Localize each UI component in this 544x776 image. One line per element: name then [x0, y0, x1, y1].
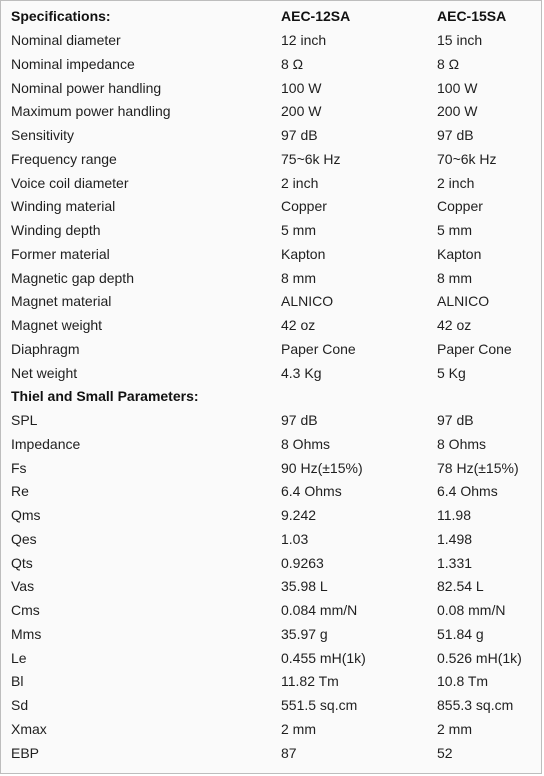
param-name: Former material — [11, 245, 110, 262]
value-aec-15sa: 0.08 mm/N — [437, 602, 506, 619]
table-row — [1, 551, 544, 575]
table-row — [1, 314, 544, 338]
value-aec-15sa: 51.84 g — [437, 625, 484, 642]
value-aec-12sa: 97 dB — [281, 412, 318, 429]
value-aec-15sa: 855.3 sq.cm — [437, 697, 514, 714]
table-row — [1, 266, 544, 290]
table-row — [1, 599, 544, 623]
param-name: Qms — [11, 507, 41, 524]
param-name: SPL — [11, 412, 38, 429]
value-aec-15sa: 8 Ohms — [437, 435, 487, 452]
table-row — [1, 623, 544, 647]
param-name: Diaphragm — [11, 340, 80, 357]
value-aec-15sa: ALNICO — [437, 293, 490, 310]
value-aec-15sa: 10.8 Tm — [437, 673, 489, 690]
table-row — [1, 433, 544, 457]
spec-header-title: Specifications: — [11, 8, 111, 25]
table-row — [1, 409, 544, 433]
param-name: Sd — [11, 697, 29, 714]
value-aec-12sa: 35.97 g — [281, 625, 328, 642]
table-row — [1, 456, 544, 480]
table-row — [1, 646, 544, 670]
value-aec-15sa: 200 W — [437, 103, 478, 120]
value-aec-12sa: 200 W — [281, 103, 322, 120]
value-aec-12sa: 1.03 — [281, 530, 309, 547]
table-row — [1, 338, 544, 362]
table-row — [1, 100, 544, 124]
value-aec-15sa: Kapton — [437, 245, 482, 262]
value-aec-15sa: 1.331 — [437, 554, 473, 571]
spec-header-row — [1, 5, 544, 29]
value-aec-15sa: 5 mm — [437, 222, 472, 239]
table-row — [1, 148, 544, 172]
table-row — [1, 480, 544, 504]
param-name: Mms — [11, 625, 42, 642]
param-name: Xmax — [11, 720, 47, 737]
param-name: Bl — [11, 673, 24, 690]
value-aec-15sa: 1.498 — [437, 530, 473, 547]
table-row — [1, 575, 544, 599]
section-title: Thiel and Small Parameters: — [11, 388, 199, 405]
spec-table — [1, 5, 544, 765]
value-aec-12sa: 35.98 L — [281, 578, 328, 595]
value-aec-15sa: 11.98 — [437, 507, 471, 524]
table-row — [1, 53, 544, 77]
value-aec-12sa: 0.084 mm/N — [281, 602, 358, 619]
param-name: Impedance — [11, 435, 81, 452]
model-header-aec-15sa: AEC-15SA — [437, 8, 507, 25]
value-aec-15sa: Paper Cone — [437, 340, 512, 357]
table-row — [1, 670, 544, 694]
value-aec-15sa: Copper — [437, 198, 483, 215]
value-aec-12sa: 75~6k Hz — [281, 150, 341, 167]
value-aec-12sa: 12 inch — [281, 32, 327, 49]
value-aec-12sa: 0.455 mH(1k) — [281, 649, 366, 666]
param-name: Cms — [11, 602, 40, 619]
value-aec-12sa: 2 inch — [281, 174, 319, 191]
param-name: Net weight — [11, 364, 78, 381]
value-aec-12sa: 9.242 — [281, 507, 317, 524]
param-name: EBP — [11, 744, 40, 761]
value-aec-15sa: 78 Hz(±15%) — [437, 459, 519, 476]
param-name: Re — [11, 483, 29, 500]
param-name: Le — [11, 649, 27, 666]
value-aec-12sa: Paper Cone — [281, 340, 356, 357]
value-aec-15sa: 82.54 L — [437, 578, 484, 595]
value-aec-12sa: Kapton — [281, 245, 326, 262]
value-aec-12sa: Copper — [281, 198, 327, 215]
param-name: Fs — [11, 459, 27, 476]
table-row — [1, 243, 544, 267]
value-aec-15sa: 5 Kg — [437, 364, 466, 381]
table-row — [1, 718, 544, 742]
value-aec-12sa: 6.4 Ohms — [281, 483, 342, 500]
value-aec-15sa: 8 mm — [437, 269, 472, 286]
param-name: Maximum power handling — [11, 103, 171, 120]
table-row — [1, 694, 544, 718]
table-row — [1, 504, 544, 528]
param-name: Voice coil diameter — [11, 174, 129, 191]
table-row — [1, 124, 544, 148]
value-aec-12sa: 87 — [281, 744, 297, 761]
value-aec-12sa: 11.82 Tm — [281, 673, 339, 690]
section-row-thiel-small — [1, 385, 544, 409]
table-row — [1, 290, 544, 314]
param-name: Nominal power handling — [11, 79, 162, 96]
table-row — [1, 219, 544, 243]
value-aec-12sa: 0.9263 — [281, 554, 324, 571]
value-aec-15sa: 2 inch — [437, 174, 475, 191]
value-aec-15sa: 2 mm — [437, 720, 472, 737]
value-aec-12sa: 42 oz — [281, 317, 316, 334]
value-aec-12sa: 5 mm — [281, 222, 316, 239]
value-aec-12sa: 4.3 Kg — [281, 364, 322, 381]
value-aec-15sa: 97 dB — [437, 127, 474, 144]
value-aec-15sa: 70~6k Hz — [437, 150, 497, 167]
param-name: Qts — [11, 554, 33, 571]
param-name: Qes — [11, 530, 37, 547]
value-aec-12sa: 97 dB — [281, 127, 318, 144]
param-name: Nominal impedance — [11, 55, 135, 72]
value-aec-15sa: 100 W — [437, 79, 478, 96]
value-aec-12sa: 2 mm — [281, 720, 316, 737]
param-name: Winding material — [11, 198, 116, 215]
value-aec-15sa: 42 oz — [437, 317, 472, 334]
model-header-aec-12sa: AEC-12SA — [281, 8, 351, 25]
param-name: Winding depth — [11, 222, 101, 239]
param-name: Vas — [11, 578, 35, 595]
value-aec-12sa: ALNICO — [281, 293, 334, 310]
spec-table-body — [1, 5, 544, 765]
table-row — [1, 361, 544, 385]
table-row — [1, 741, 544, 765]
value-aec-15sa: 52 — [437, 744, 453, 761]
value-aec-15sa: 6.4 Ohms — [437, 483, 498, 500]
param-name: Magnetic gap depth — [11, 269, 134, 286]
value-aec-12sa: 551.5 sq.cm — [281, 697, 358, 714]
value-aec-12sa: 8 Ohms — [281, 435, 331, 452]
param-name: Magnet weight — [11, 317, 103, 334]
table-row — [1, 528, 544, 552]
param-name: Nominal diameter — [11, 32, 121, 49]
value-aec-12sa: 100 W — [281, 79, 322, 96]
value-aec-15sa: 15 inch — [437, 32, 483, 49]
value-aec-12sa: 8 mm — [281, 269, 316, 286]
param-name: Frequency range — [11, 150, 117, 167]
value-aec-12sa: 8 Ω — [281, 55, 304, 72]
param-name: Magnet material — [11, 293, 112, 310]
param-name: Sensitivity — [11, 127, 75, 144]
value-aec-15sa: 8 Ω — [437, 55, 460, 72]
value-aec-12sa: 90 Hz(±15%) — [281, 459, 363, 476]
value-aec-15sa: 0.526 mH(1k) — [437, 649, 522, 666]
value-aec-15sa: 97 dB — [437, 412, 474, 429]
table-row — [1, 76, 544, 100]
table-row — [1, 171, 544, 195]
table-row — [1, 195, 544, 219]
table-row — [1, 29, 544, 53]
